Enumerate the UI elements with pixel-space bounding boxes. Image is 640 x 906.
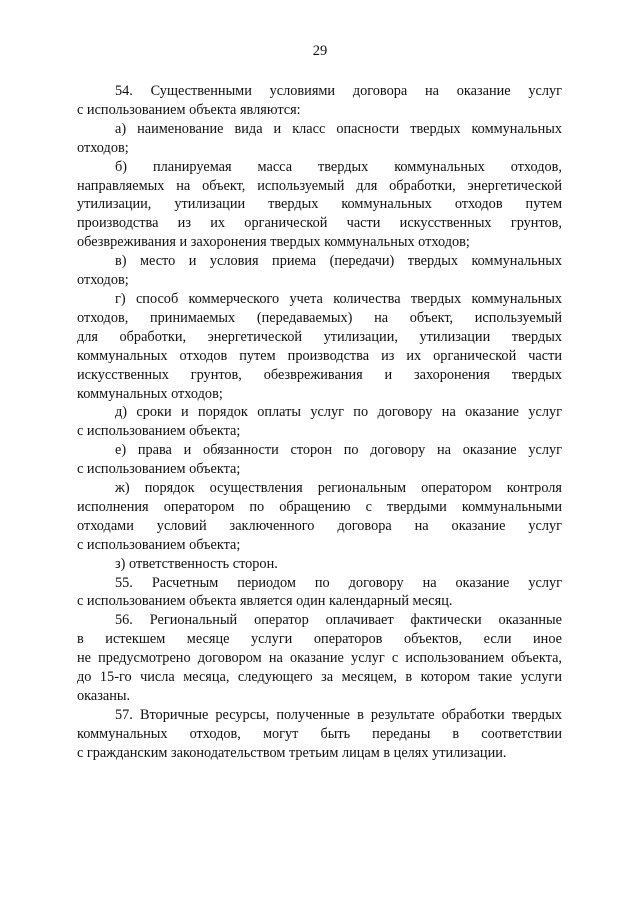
paragraph-pb — [77, 158, 562, 253]
text-line: до 15-го числа месяца, следующего за месяцем, в котором такие услуги — [77, 669, 562, 686]
text-line: коммунальных отходов путем производства из их органической части — [77, 347, 562, 364]
text-line: с использованием объекта является один календарный месяц. — [77, 593, 453, 610]
text-line: исполнения оператором по обращению с твердыми коммунальными — [77, 498, 562, 515]
paragraph-pe — [77, 441, 562, 479]
text-line: отходов; — [77, 139, 129, 156]
text-line: 56. Региональный оператор оплачивает фактически оказанные — [115, 612, 562, 629]
text-line: отходов; — [77, 272, 129, 289]
text-line: з) ответственность сторон. — [115, 555, 278, 572]
text-line: б) планируемая масса твердых коммунальных отходов, — [115, 158, 562, 175]
text-line: отходами условий заключенного договора на оказание услуг — [77, 517, 562, 534]
text-line: с гражданским законодательством третьим лицам в целях утилизации. — [77, 744, 507, 761]
paragraph-pv — [77, 252, 562, 290]
text-line: с использованием объекта; — [77, 423, 241, 440]
page-number: 29 — [312, 43, 328, 59]
text-line: с использованием объекта; — [77, 461, 241, 478]
text-line: коммунальных отходов; — [77, 385, 223, 402]
text-line: искусственных грунтов, обезвреживания и захоронения твердых — [77, 366, 562, 383]
paragraph-p56 — [77, 611, 562, 706]
text-line: е) права и обязанности сторон по договору на оказание услуг — [115, 442, 562, 459]
text-line: д) сроки и порядок оплаты услуг по договору на оказание услуг — [115, 404, 562, 421]
paragraph-p54 — [77, 82, 562, 120]
paragraph-pa — [77, 120, 562, 158]
text-line: 55. Расчетным периодом по договору на оказание услуг — [115, 574, 562, 591]
paragraph-pg — [77, 290, 562, 403]
text-line: для обработки, энергетической утилизации, утилизации твердых — [77, 328, 562, 345]
paragraph-p55 — [77, 574, 562, 612]
document-body — [77, 82, 562, 763]
text-line: оказаны. — [77, 688, 131, 704]
text-line: обезвреживания и захоронения твердых коммунальных отходов; — [77, 234, 470, 251]
text-line: в истекшем месяце услуги операторов объектов, если иное — [77, 631, 562, 648]
text-line: а) наименование вида и класс опасности твердых коммунальных — [115, 120, 562, 137]
paragraph-pz — [77, 555, 562, 574]
text-line: не предусмотрено договором на оказание услуг с использованием объекта, — [77, 650, 562, 667]
paragraph-pd — [77, 403, 562, 441]
text-line: с использованием объекта являются: — [77, 101, 301, 118]
paragraph-p57 — [77, 706, 562, 763]
text-line: 54. Существенными условиями договора на оказание услуг — [115, 83, 562, 99]
text-line: отходов, принимаемых (передаваемых) на объект, используемый — [77, 309, 562, 326]
text-line: в) место и условия приема (передачи) твердых коммунальных — [115, 253, 562, 270]
paragraph-pzh — [77, 479, 562, 555]
text-line: 57. Вторичные ресурсы, полученные в результате обработки твердых — [115, 706, 562, 723]
text-line: с использованием объекта; — [77, 536, 241, 553]
text-line: утилизации, утилизации твердых коммунальных отходов путем — [77, 196, 562, 213]
text-line: производства из их органической части искусственных грунтов, — [77, 215, 562, 232]
text-line: ж) порядок осуществления региональным оператором контроля — [115, 480, 562, 497]
text-line: г) способ коммерческого учета количества твердых коммунальных — [115, 290, 562, 307]
text-line: коммунальных отходов, могут быть переданы в соответствии — [77, 725, 562, 742]
text-line: направляемых на объект, используемый для обработки, энергетической — [77, 177, 562, 194]
